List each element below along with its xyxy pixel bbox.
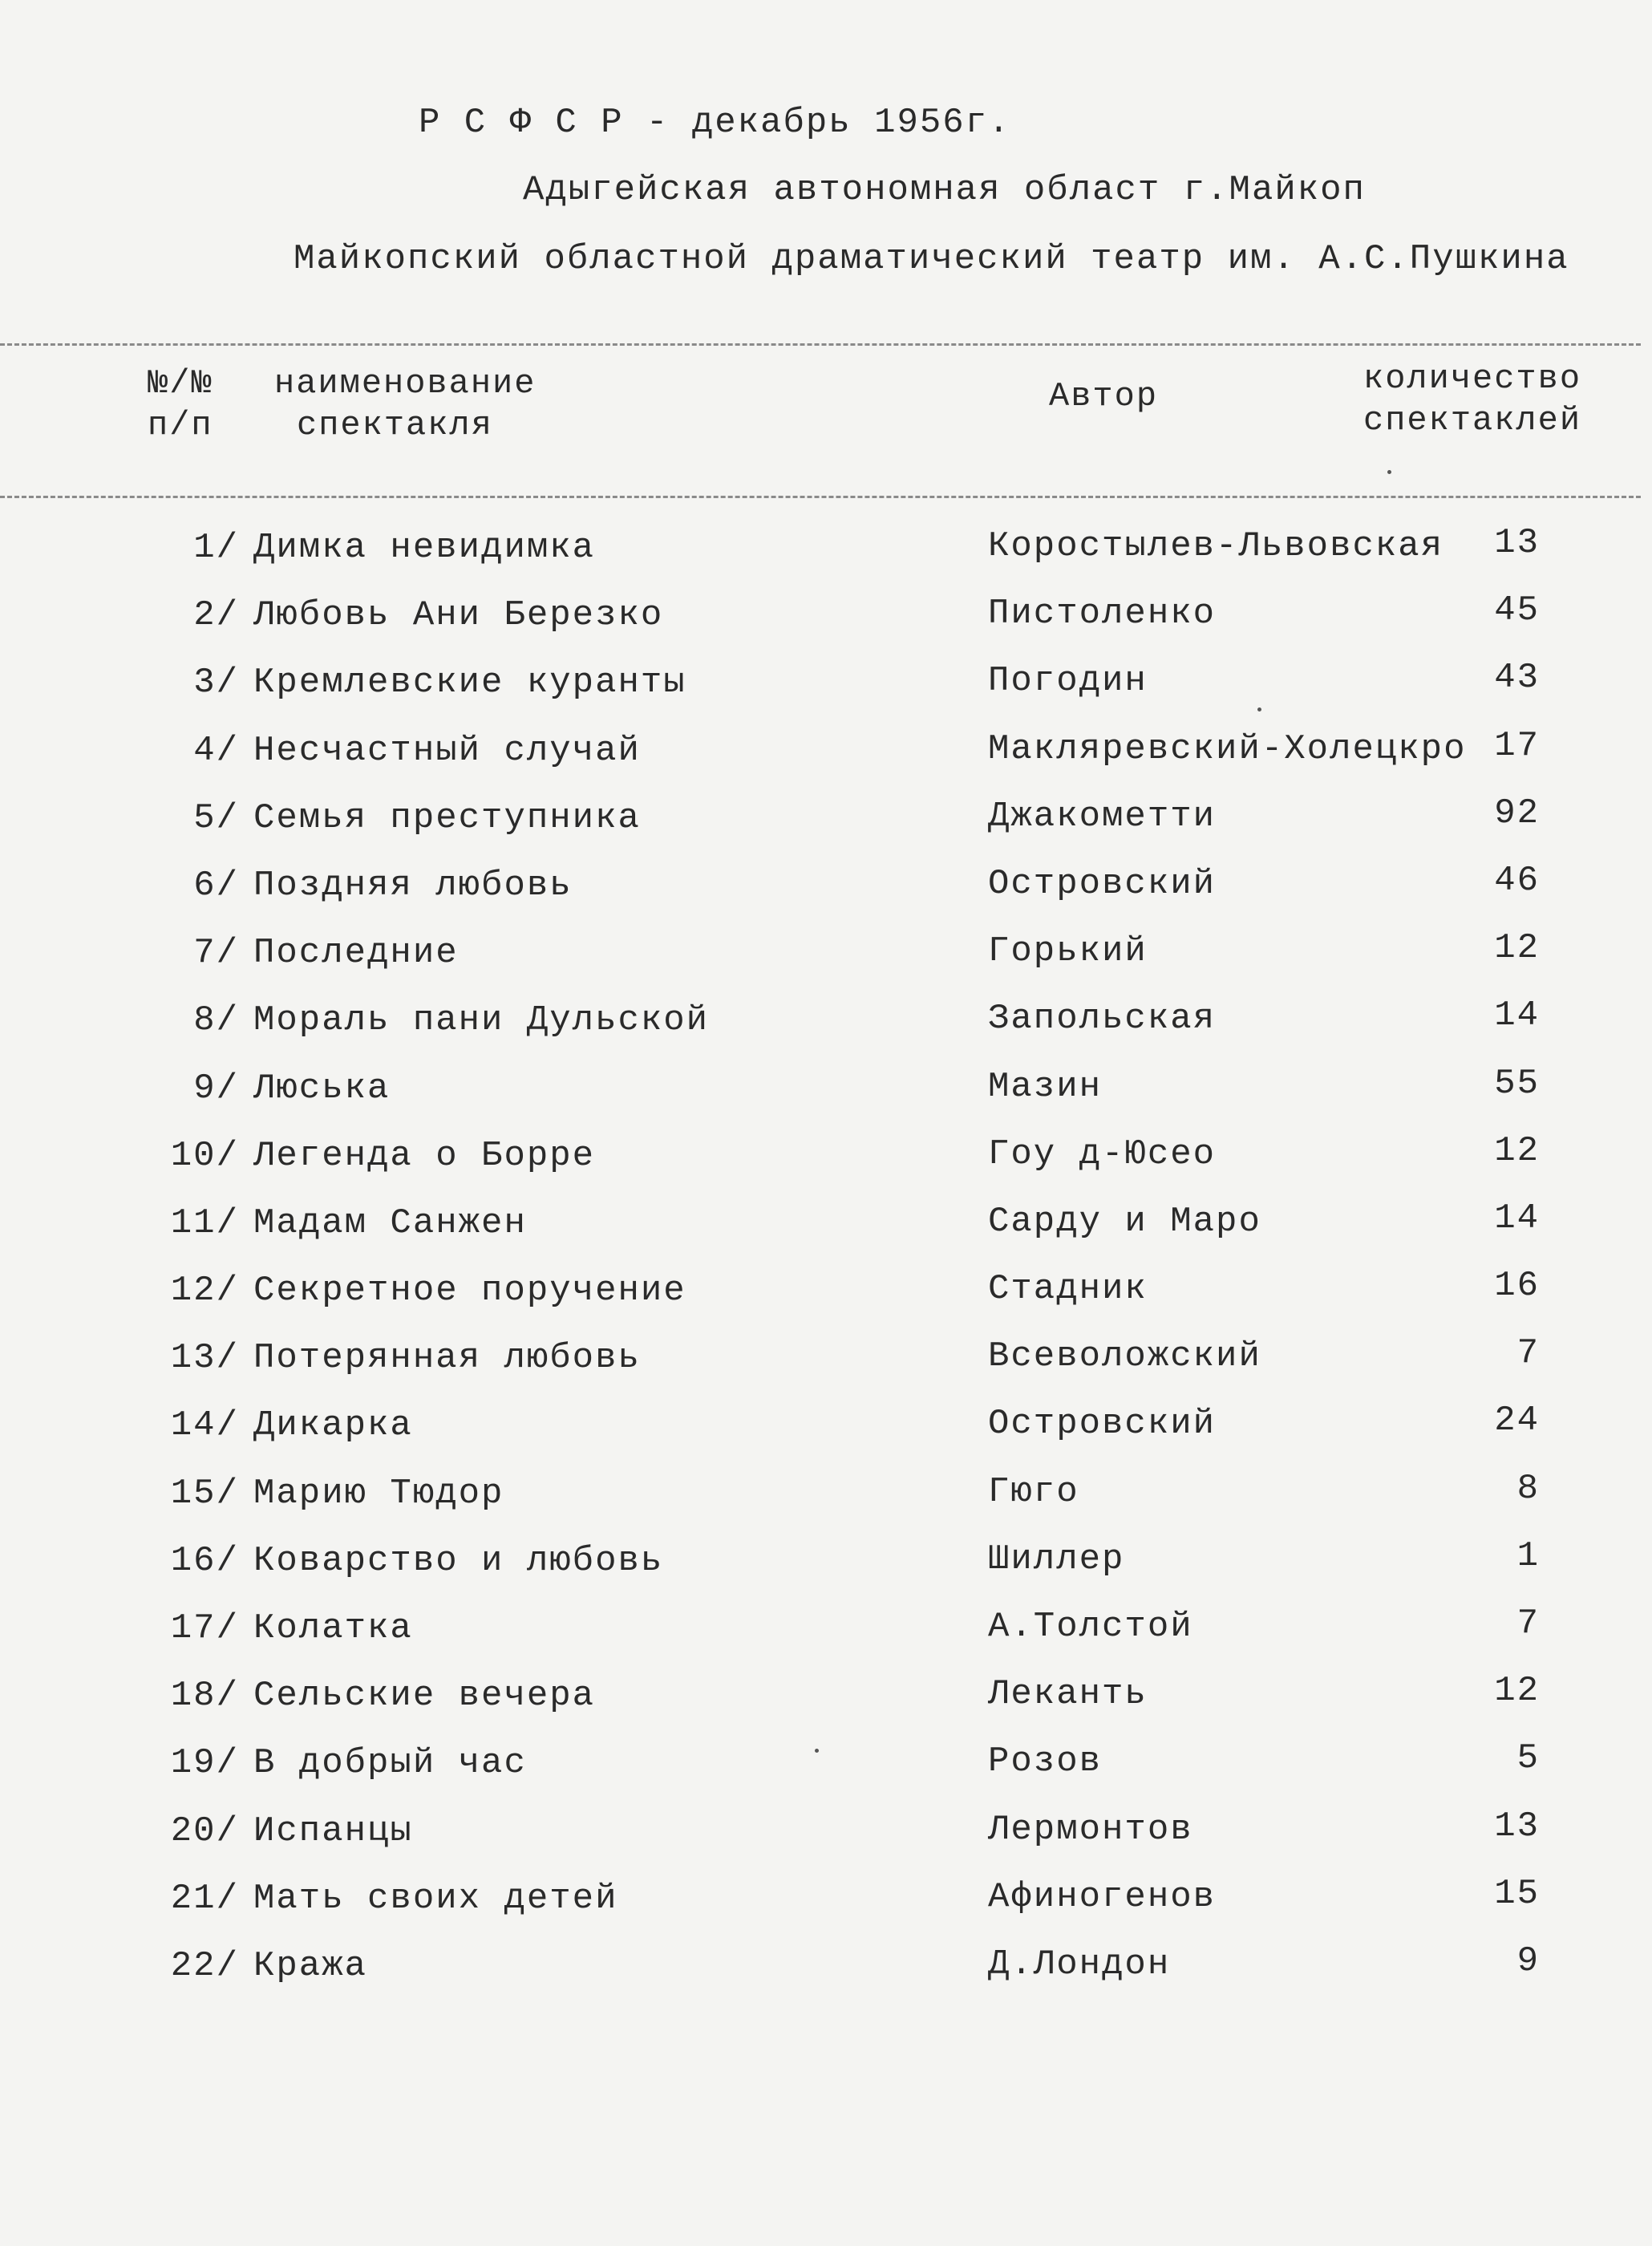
table-row (0, 1602, 1652, 1669)
row-title: Испанцы (253, 1810, 413, 1851)
table-row (0, 1467, 1652, 1534)
row-count: 13 (1494, 1806, 1540, 1847)
row-count: 7 (1516, 1333, 1540, 1374)
row-author: Розов (988, 1741, 1103, 1782)
row-count: 14 (1494, 1198, 1540, 1239)
column-header-count-line1: количество (1363, 359, 1582, 398)
table-row (0, 1805, 1652, 1872)
row-title: Потерянная любовь (253, 1338, 641, 1379)
header-republic-date: Р С Ф С Р - декабрь 1956г. (419, 103, 1011, 143)
row-count: 7 (1516, 1603, 1540, 1644)
row-number: 5/ (193, 797, 239, 838)
column-header-number-line1: №/№ (148, 364, 213, 403)
header-theatre: Майкопский областной драматический театр им. А.С.Пушкина (294, 239, 1569, 279)
row-number: 18/ (170, 1676, 239, 1717)
row-author: Стадник (988, 1269, 1148, 1310)
header-region: Адыгейская автономная област г.Майкоп (523, 170, 1366, 210)
row-count: 12 (1494, 928, 1540, 969)
paper-speck (815, 1749, 819, 1753)
row-count: 13 (1494, 523, 1540, 563)
row-count: 55 (1494, 1063, 1540, 1104)
paper-speck (1257, 707, 1261, 712)
row-author: Сарду и Маро (988, 1201, 1261, 1242)
paper-speck (1387, 470, 1391, 474)
row-number: 11/ (170, 1202, 239, 1243)
row-count: 1 (1516, 1535, 1540, 1576)
row-number: 19/ (170, 1743, 239, 1784)
table-row (0, 1534, 1652, 1602)
table-row (0, 1332, 1652, 1399)
row-title: Мораль пани Дульской (253, 1000, 710, 1041)
performance-list (0, 521, 1652, 2007)
row-count: 9 (1516, 1940, 1540, 1981)
row-count: 12 (1494, 1130, 1540, 1171)
row-number: 13/ (170, 1338, 239, 1379)
row-author: Коростылев-Львовская (988, 526, 1444, 566)
row-author: Островский (988, 1404, 1217, 1445)
table-row (0, 1129, 1652, 1197)
row-number: 9/ (193, 1068, 239, 1109)
row-number: 8/ (193, 1000, 239, 1041)
row-title: Кража (253, 1945, 368, 1986)
row-title: Дикарка (253, 1405, 413, 1446)
row-count: 92 (1494, 793, 1540, 833)
row-count: 46 (1494, 860, 1540, 901)
row-title: Димка невидимка (253, 528, 596, 568)
table-header-rule (0, 496, 1641, 498)
table-row (0, 1872, 1652, 1940)
row-title: Мать своих детей (253, 1878, 618, 1919)
row-title: Любовь Ани Березко (253, 595, 664, 636)
row-title: Мадам Санжен (253, 1202, 527, 1243)
row-title: Семья преступника (253, 797, 641, 838)
row-count: 16 (1494, 1266, 1540, 1307)
column-header-title (274, 363, 536, 446)
column-header-number (148, 363, 213, 446)
row-number: 15/ (170, 1473, 239, 1514)
row-title: В добрый час (253, 1743, 527, 1784)
table-row (0, 1737, 1652, 1804)
row-count: 45 (1494, 590, 1540, 631)
row-author: Пистоленко (988, 594, 1217, 634)
row-count: 24 (1494, 1401, 1540, 1441)
row-title: Легенда о Борре (253, 1135, 596, 1176)
row-author: Джакометти (988, 796, 1217, 837)
row-count: 8 (1516, 1468, 1540, 1509)
row-number: 12/ (170, 1271, 239, 1312)
table-row (0, 1940, 1652, 2007)
row-number: 4/ (193, 730, 239, 771)
row-count: 17 (1494, 725, 1540, 766)
row-author: Макляревский-Холецкро (988, 728, 1467, 769)
column-header-count (1363, 358, 1581, 441)
row-title: Колатка (253, 1608, 413, 1648)
column-header-count-line2: спектаклей (1363, 401, 1582, 440)
table-top-rule (0, 343, 1641, 346)
table-row (0, 1264, 1652, 1332)
row-author: Лермонтов (988, 1809, 1193, 1850)
table-row (0, 1197, 1652, 1264)
table-row (0, 589, 1652, 656)
table-row (0, 926, 1652, 994)
column-header-title-line1: наименование (274, 364, 536, 403)
row-author: Д.Лондон (988, 1944, 1171, 1985)
row-author: Горький (988, 931, 1148, 972)
row-count: 43 (1494, 658, 1540, 699)
row-number: 17/ (170, 1608, 239, 1648)
row-title: Несчастный случай (253, 730, 641, 771)
row-number: 6/ (193, 865, 239, 906)
row-count: 5 (1516, 1738, 1540, 1779)
row-number: 3/ (193, 663, 239, 703)
row-author: Погодин (988, 661, 1148, 702)
row-title: Коварство и любовь (253, 1540, 664, 1581)
column-header-title-line2: спектакля (297, 406, 493, 444)
table-row (0, 1669, 1652, 1737)
row-number: 14/ (170, 1405, 239, 1446)
column-header-author: Автор (1049, 377, 1159, 416)
row-title: Секретное поручение (253, 1271, 686, 1312)
row-number: 22/ (170, 1945, 239, 1986)
row-number: 7/ (193, 933, 239, 974)
table-row (0, 792, 1652, 859)
row-count: 15 (1494, 1873, 1540, 1914)
row-number: 2/ (193, 595, 239, 636)
row-title: Люська (253, 1068, 391, 1109)
row-title: Марию Тюдор (253, 1473, 504, 1514)
row-author: Шиллер (988, 1539, 1125, 1579)
row-count: 12 (1494, 1671, 1540, 1712)
row-author: Гоу д-Юсео (988, 1133, 1217, 1174)
table-row (0, 724, 1652, 792)
row-author: Всеволожский (988, 1336, 1261, 1377)
row-author: А.Толстой (988, 1607, 1193, 1647)
row-title: Последние (253, 933, 459, 974)
row-author: Запольская (988, 999, 1217, 1040)
column-header-number-line2: п/п (148, 406, 213, 444)
row-author: Гюго (988, 1471, 1079, 1512)
table-row (0, 994, 1652, 1061)
row-title: Кремлевские куранты (253, 663, 686, 703)
row-author: Островский (988, 863, 1217, 904)
table-row (0, 1399, 1652, 1466)
row-number: 20/ (170, 1810, 239, 1851)
table-row (0, 656, 1652, 724)
row-author: Афиногенов (988, 1876, 1217, 1917)
row-number: 16/ (170, 1540, 239, 1581)
row-author: Леканть (988, 1674, 1148, 1715)
table-row (0, 859, 1652, 926)
row-title: Сельские вечера (253, 1676, 596, 1717)
table-row (0, 521, 1652, 589)
row-number: 10/ (170, 1135, 239, 1176)
row-number: 21/ (170, 1878, 239, 1919)
row-number: 1/ (193, 528, 239, 568)
row-title: Поздняя любовь (253, 865, 573, 906)
row-author: Мазин (988, 1066, 1103, 1107)
table-row (0, 1062, 1652, 1129)
row-count: 14 (1494, 995, 1540, 1036)
